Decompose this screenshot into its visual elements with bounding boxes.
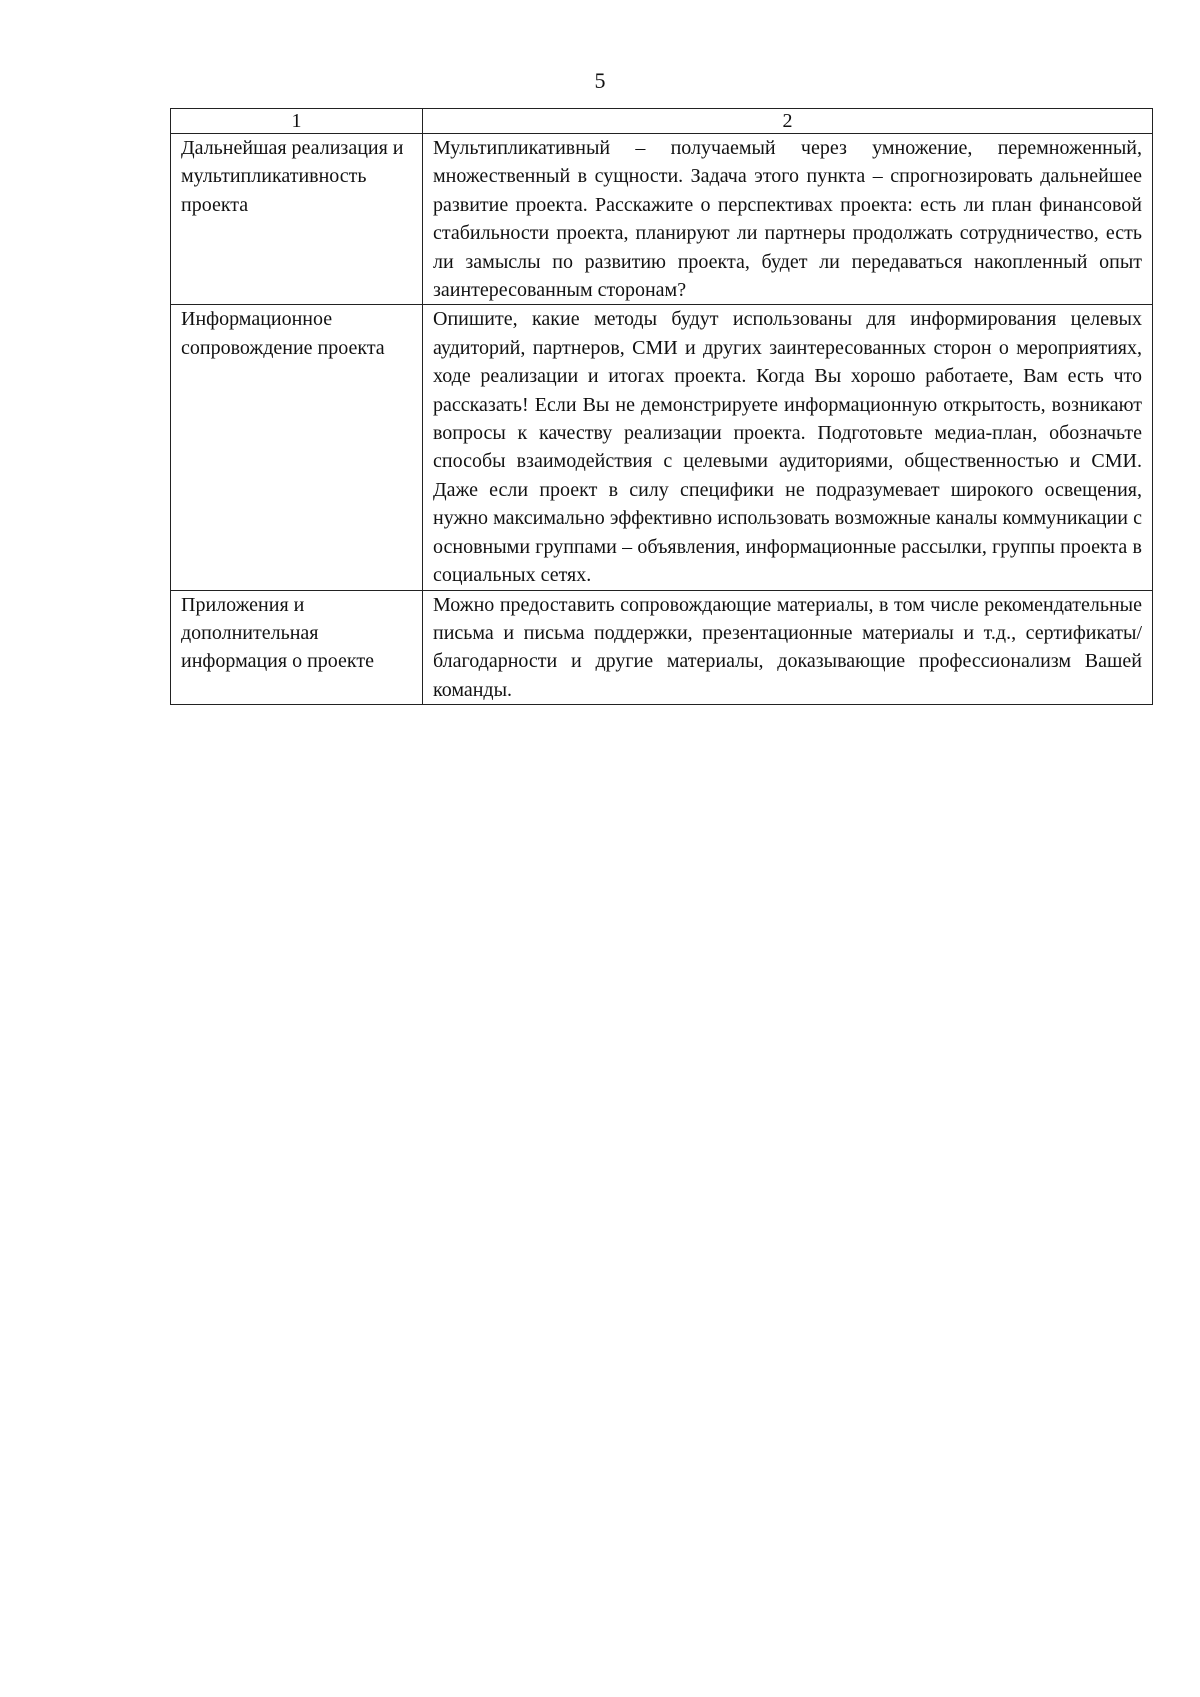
row-text-attachments: Можно предоставить сопровождающие материалы, в том числе рекомендательные письма и письма поддержки, презентационные материалы и т.д., сертификаты/благодарности и другие материалы, доказывающие профессионализм Вашей команды. xyxy=(423,590,1153,705)
table-row xyxy=(171,590,1153,705)
content-table xyxy=(170,108,1153,705)
column-header-2: 2 xyxy=(423,109,1153,134)
row-text-information-support: Опишите, какие методы будут использованы для информирования целевых аудиторий, партнеров, СМИ и других заинтересованных сторон о мероприятиях, ходе реализации и итогах проекта. Когда Вы хорошо работаете, Вам есть что рассказать! Если Вы не демонстрируете информационную открытость, возникают вопросы к качеству реализации проекта. Подготовьте медиа-план, обозначьте способы взаимодействия с целевыми аудиториями, общественностью и СМИ. Даже если проект в силу специфики не подразумевает широкого освещения, нужно максимально эффективно использовать возможные каналы коммуникации с основными группами – объявления, информационные рассылки, группы проекта в социальных сетях. xyxy=(423,305,1153,590)
row-text-further-implementation: Мультипликативный – получаемый через умножение, перемноженный, множественный в сущности. Задача этого пункта – спрогнозировать дальнейшее развитие проекта. Расскажите о перспективах проекта: есть ли план финансовой стабильности проекта, планируют ли партнеры продолжать сотрудничество, есть ли замыслы по развитию проекта, будет ли передаваться накопленный опыт заинтересованным сторонам? xyxy=(423,134,1153,305)
column-header-1: 1 xyxy=(171,109,423,134)
row-label-further-implementation: Дальнейшая реализация и мультипликативность проекта xyxy=(171,134,423,305)
row-label-attachments: Приложения и дополнительная информация о проекте xyxy=(171,590,423,705)
table-row xyxy=(171,134,1153,305)
page-number: 5 xyxy=(594,68,606,93)
table-header-row xyxy=(171,109,1153,134)
row-label-information-support: Информационное сопровождение проекта xyxy=(171,305,423,590)
table-row xyxy=(171,305,1153,590)
